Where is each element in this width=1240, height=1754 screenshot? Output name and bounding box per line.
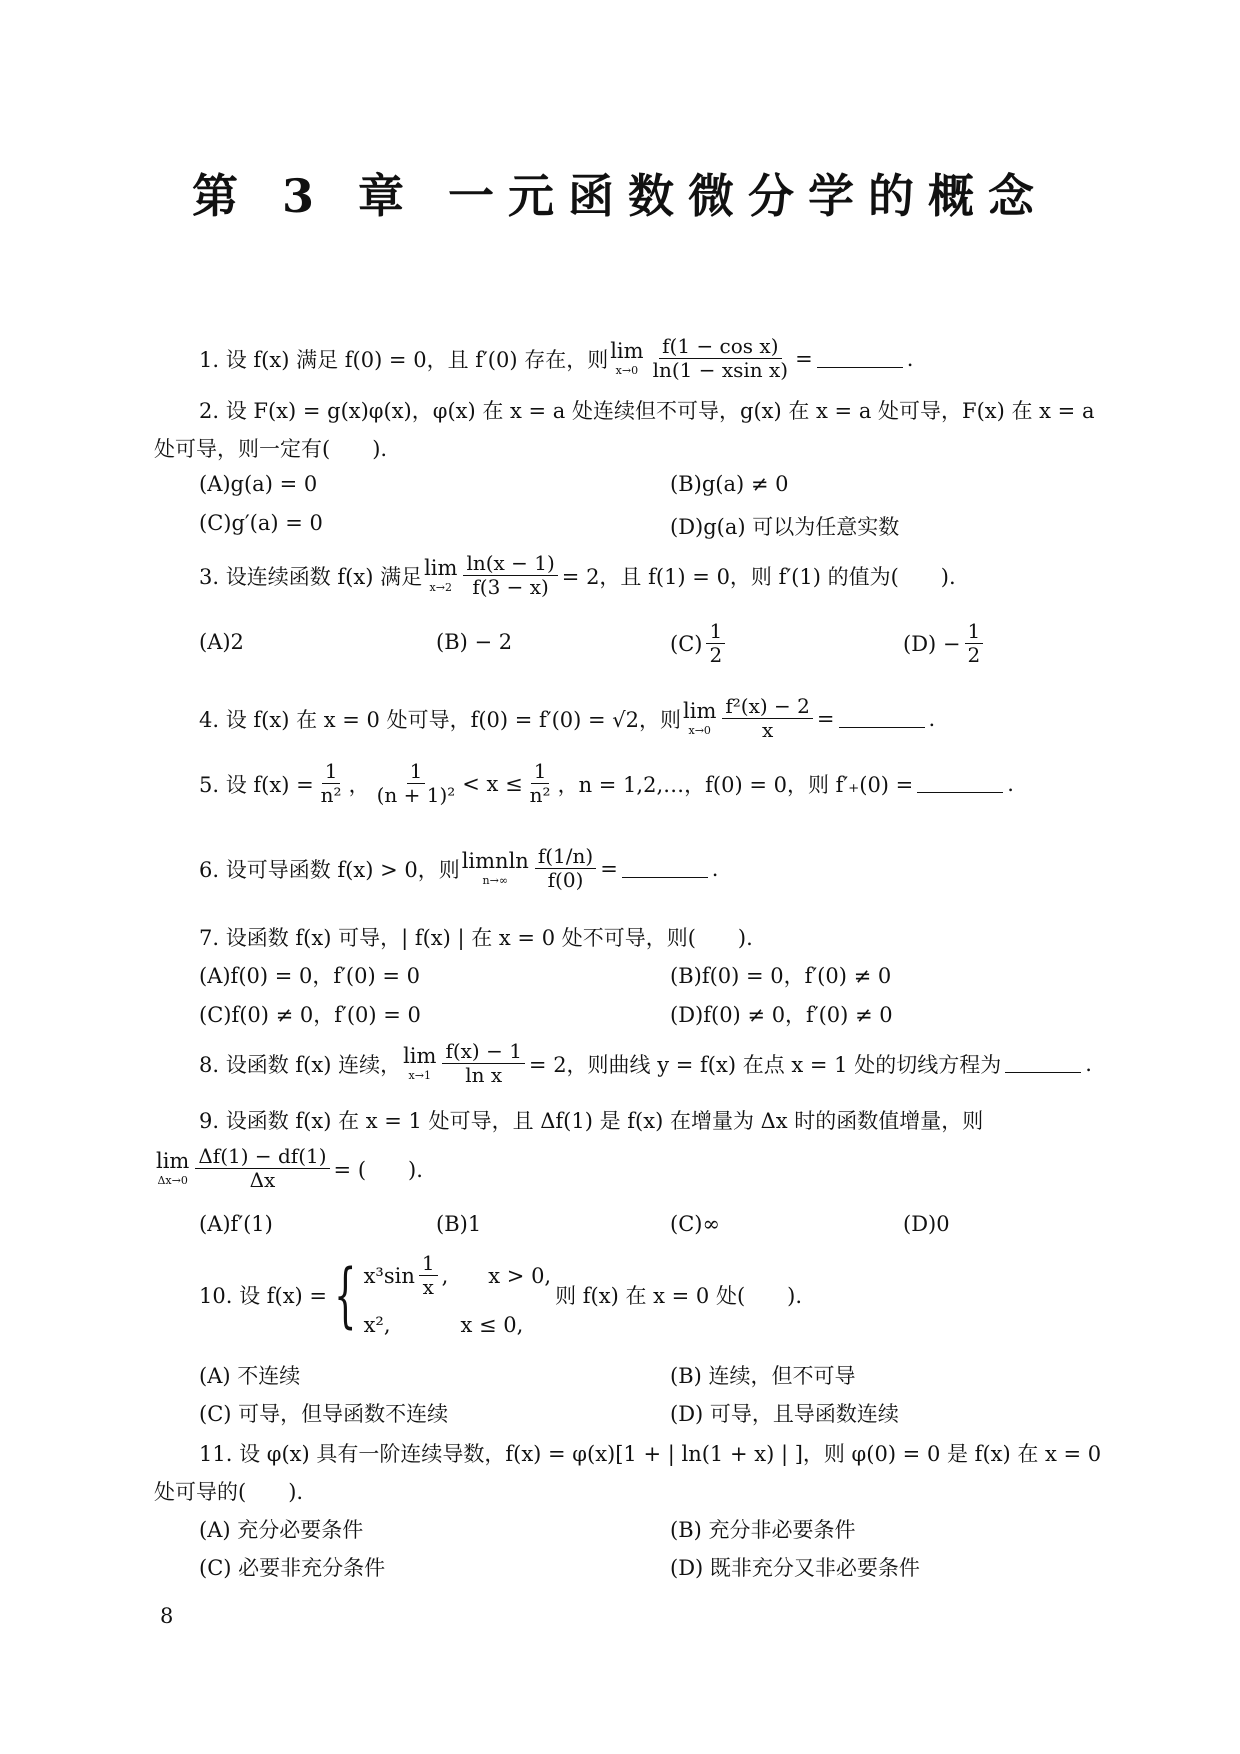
- option: (B)f(0) = 0，f′(0) ≠ 0: [670, 964, 892, 988]
- piecewise-function: { x³sin $\frac{1}{x}$ , x > 0, x², x ≤ 0,: [334, 1251, 552, 1337]
- fraction: $\frac{f(1/n)}{f(0)}$: [535, 845, 596, 892]
- answer-blank: [839, 709, 925, 728]
- option: (D) 可导，且导函数连续: [670, 1402, 899, 1426]
- option: (B)1: [436, 1212, 482, 1236]
- answer-blank: [817, 349, 903, 368]
- q1-eq: =: [795, 346, 813, 371]
- option: (A) 不连续: [199, 1364, 301, 1388]
- q10-text: 10. 设 f(x) =: [199, 1283, 328, 1308]
- limit: lim x→2: [424, 556, 458, 594]
- answer-blank: [622, 859, 708, 878]
- option: (D)f(0) ≠ 0，f′(0) ≠ 0: [670, 1003, 893, 1027]
- option: (C) 可导，但导函数不连续: [199, 1402, 449, 1426]
- q1-text: 1. 设 f(x) 满足 f(0) = 0，且 f′(0) 存在，则: [199, 347, 609, 372]
- option: (D)0: [903, 1212, 950, 1236]
- fraction: $\frac{\Delta f(1) - df(1)}{\Delta x}$: [195, 1145, 329, 1192]
- option: (B) 连续，但不可导: [670, 1364, 856, 1388]
- question-7: 7. 设函数 f(x) 可导，| f(x) | 在 x = 0 处不可导，则( ).: [199, 926, 753, 950]
- answer-blank: [1005, 1054, 1081, 1073]
- question-10: [199, 1252, 802, 1337]
- option: (C)∞: [670, 1212, 720, 1236]
- fraction: $\frac{\text{f(1 − cos x)}}{\text{ln(1 − xsin x)}}$: [652, 334, 789, 382]
- q5-text-end: ，n = 1,2,…，f(0) = 0，则 f′₊(0) =: [557, 772, 914, 797]
- question-1: [199, 335, 913, 382]
- option: (B)g(a) ≠ 0: [670, 472, 789, 496]
- q10-text-end: 则 f(x) 在 x = 0 处( ).: [555, 1283, 803, 1308]
- option: (A)2: [199, 630, 244, 654]
- option: (D) − $\frac{1}{2}$: [903, 620, 987, 667]
- brace-icon: {: [334, 1253, 357, 1336]
- q6-text: 6. 设可导函数 f(x) > 0，则: [199, 857, 460, 882]
- comma: ，: [348, 772, 370, 797]
- q3-text: 3. 设连续函数 f(x) 满足: [199, 564, 423, 589]
- option: (B) − 2: [436, 630, 513, 654]
- question-9-line2: [154, 1145, 423, 1192]
- fraction: $\frac{1}{\text{(n + 1)²}}$: [376, 759, 456, 807]
- option: (C)g′(a) = 0: [199, 511, 323, 535]
- limit: limnln n→∞: [461, 849, 529, 887]
- question-2-line2: 处可导，则一定有( ).: [154, 437, 388, 461]
- question-11-line2: 处可导的( ).: [154, 1480, 304, 1504]
- question-4: [199, 695, 935, 742]
- question-5: [199, 760, 1014, 807]
- answer-blank: [917, 774, 1003, 793]
- fraction: $\frac{\ln(x - 1)}{f(3 - x)}$: [463, 552, 557, 599]
- question-9-line1: 9. 设函数 f(x) 在 x = 1 处可导，且 Δf(1) 是 f(x) 在增量为 Δx 时的函数值增量，则: [199, 1109, 984, 1133]
- option: (C) $\frac{1}{2}$: [670, 620, 729, 667]
- option: (A) 充分必要条件: [199, 1518, 364, 1542]
- option: (A)g(a) = 0: [199, 472, 318, 496]
- question-2-line1: 2. 设 F(x) = g(x)φ(x)，φ(x) 在 x = a 处连续但不可导，g(x) 在 x = a 处可导，F(x) 在 x = a: [199, 399, 1095, 423]
- fraction: $\frac{1}{\text{n²}}$: [529, 759, 551, 807]
- period: .: [928, 706, 936, 731]
- option: (C) 必要非充分条件: [199, 1556, 386, 1580]
- period: .: [906, 346, 914, 371]
- limit: lim x→0: [683, 699, 717, 737]
- fraction: $\frac{1}{\text{n²}}$: [320, 759, 342, 807]
- limit: lim x→0: [610, 339, 644, 377]
- q4-text: 4. 设 f(x) 在 x = 0 处可导，f(0) = f′(0) = √2，则: [199, 707, 682, 732]
- q8-text: 8. 设函数 f(x) 连续，: [199, 1052, 402, 1077]
- q8-text-end: = 2，则曲线 y = f(x) 在点 x = 1 处的切线方程为: [528, 1052, 1002, 1077]
- question-6: [199, 845, 718, 892]
- option: (C)f(0) ≠ 0，f′(0) = 0: [199, 1003, 421, 1027]
- fraction: $\frac{\text{f²(x) − 2}}{x}$: [722, 695, 813, 742]
- question-3: [199, 552, 956, 599]
- option: (D)g(a) 可以为任意实数: [670, 515, 900, 539]
- q4-eq: =: [816, 706, 835, 731]
- period: .: [1007, 771, 1014, 796]
- q6-eq: =: [600, 856, 618, 881]
- q5-text: 5. 设 f(x) =: [199, 772, 314, 797]
- option: (A)f′(1): [199, 1212, 273, 1236]
- option: (D) 既非充分又非必要条件: [670, 1556, 920, 1580]
- q9-text-end: = ( ).: [333, 1157, 423, 1182]
- limit: lim x→1: [403, 1044, 437, 1082]
- option: (B) 充分非必要条件: [670, 1518, 856, 1542]
- page-number: 8: [160, 1604, 174, 1628]
- period: .: [1085, 1051, 1092, 1076]
- limit: lim Δx→0: [156, 1149, 190, 1187]
- q3-text-end: = 2，且 f(1) = 0，则 f′(1) 的值为( ).: [561, 564, 956, 589]
- period: .: [711, 856, 719, 881]
- fraction: $\frac{f(x) - 1}{\text{ln x}}$: [442, 1040, 524, 1087]
- question-8: [199, 1040, 1092, 1087]
- inequality: < x ≤: [462, 771, 523, 796]
- question-11-line1: 11. 设 φ(x) 具有一阶连续导数，f(x) = φ(x)[1 + | ln(1 + x) | ]，则 φ(0) = 0 是 f(x) 在 x = 0: [199, 1442, 1102, 1466]
- option: (A)f(0) = 0，f′(0) = 0: [199, 964, 420, 988]
- chapter-title: 第 3 章 一元函数微分学的概念: [191, 169, 1049, 223]
